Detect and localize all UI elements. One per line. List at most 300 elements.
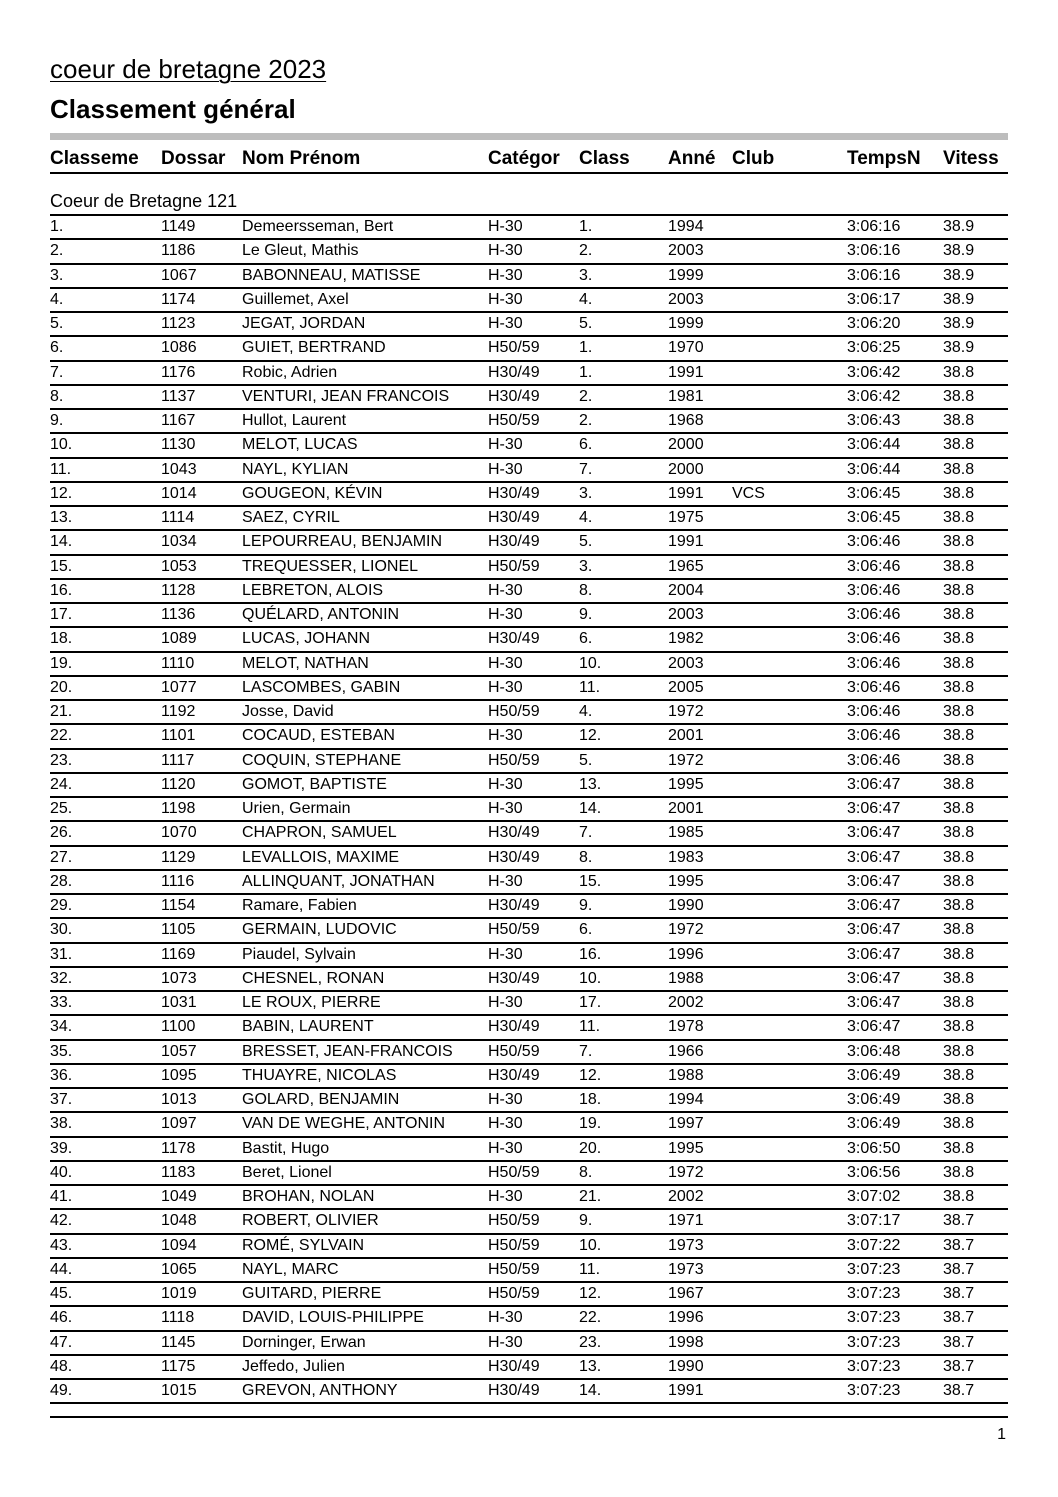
cell-class: 14. (579, 1382, 602, 1399)
cell-annee: 2003 (668, 606, 704, 623)
cell-dossard: 1149 (161, 218, 196, 235)
cell-temps: 3:06:42 (847, 387, 901, 405)
cell-categorie: H30/49 (488, 630, 540, 648)
cell-vitesse: 38.8 (943, 1042, 975, 1060)
cell-categorie: H30/49 (488, 848, 540, 866)
cell-classement: 11. (50, 460, 72, 478)
cell-categorie: H-30 (488, 1188, 523, 1205)
cell-categorie: H-30 (488, 436, 523, 454)
cell-categorie: H50/59 (488, 1285, 540, 1302)
table-row (50, 313, 1008, 337)
cell-class: 22. (579, 1309, 602, 1327)
cell-dossard: 1136 (161, 606, 196, 623)
cell-temps: 3:06:48 (847, 1042, 901, 1060)
cell-classement: 33. (50, 994, 73, 1011)
cell-class: 7. (579, 824, 593, 842)
cell-nom-prenom: DAVID, LOUIS-PHILIPPE (242, 1309, 424, 1327)
cell-nom-prenom: NAYL, KYLIAN (242, 460, 349, 478)
cell-vitesse: 38.8 (943, 945, 975, 963)
cell-class: 2. (579, 387, 593, 405)
table-row (50, 1332, 1008, 1356)
cell-annee: 2002 (668, 1188, 704, 1205)
cell-class: 21. (579, 1188, 602, 1205)
cell-annee: 2001 (668, 727, 704, 745)
table-row (50, 216, 1008, 240)
cell-vitesse: 38.8 (943, 557, 975, 575)
table-row (50, 774, 1008, 798)
cell-classement: 2. (50, 242, 64, 260)
cell-vitesse: 38.9 (943, 315, 975, 332)
cell-dossard: 1178 (161, 1139, 196, 1157)
cell-vitesse: 38.8 (943, 1066, 975, 1084)
cell-annee: 1970 (668, 339, 704, 357)
table-row (50, 992, 1008, 1016)
cell-categorie: H-30 (488, 727, 523, 745)
cell-categorie: H-30 (488, 606, 523, 623)
cell-nom-prenom: MELOT, LUCAS (242, 436, 358, 454)
cell-dossard: 1014 (161, 484, 197, 502)
cell-class: 12. (579, 727, 602, 745)
cell-class: 10. (579, 969, 602, 987)
cell-classement: 37. (50, 1091, 73, 1108)
table-row (50, 386, 1008, 410)
cell-temps: 3:06:42 (847, 363, 901, 381)
cell-temps: 3:06:45 (847, 509, 901, 526)
cell-vitesse: 38.8 (943, 1163, 975, 1181)
table-row (50, 822, 1008, 846)
cell-dossard: 1120 (161, 775, 196, 793)
cell-classement: 44. (50, 1260, 73, 1278)
cell-annee: 1990 (668, 897, 704, 914)
cell-nom-prenom: BRESSET, JEAN-FRANCOIS (242, 1042, 453, 1060)
cell-nom-prenom: Urien, Germain (242, 800, 351, 817)
header-categorie: Catégor (488, 148, 560, 169)
table-row (50, 677, 1008, 701)
cell-vitesse: 38.8 (943, 1091, 975, 1108)
cell-annee: 1972 (668, 921, 704, 939)
cell-categorie: H30/49 (488, 387, 540, 405)
cell-categorie: H30/49 (488, 363, 540, 381)
table-row (50, 580, 1008, 604)
table-row (50, 1259, 1008, 1283)
cell-categorie: H-30 (488, 460, 523, 478)
cell-dossard: 1105 (161, 921, 196, 939)
cell-classement: 12. (50, 484, 73, 502)
cell-dossard: 1073 (161, 969, 197, 987)
cell-dossard: 1070 (161, 824, 197, 842)
table-row (50, 483, 1008, 507)
cell-temps: 3:06:16 (847, 242, 901, 260)
cell-vitesse: 38.8 (943, 581, 975, 599)
table-end-rule (50, 1416, 1008, 1418)
table-row (50, 1283, 1008, 1307)
cell-categorie: H50/59 (488, 1212, 540, 1230)
cell-annee: 1966 (668, 1042, 704, 1060)
cell-classement: 43. (50, 1236, 73, 1254)
cell-dossard: 1048 (161, 1212, 197, 1230)
cell-categorie: H-30 (488, 242, 523, 260)
cell-temps: 3:07:17 (847, 1212, 901, 1230)
cell-temps: 3:06:49 (847, 1091, 901, 1108)
cell-dossard: 1015 (161, 1382, 197, 1399)
cell-classement: 45. (50, 1285, 73, 1302)
cell-annee: 1968 (668, 412, 704, 429)
cell-temps: 3:06:46 (847, 581, 901, 599)
cell-vitesse: 38.7 (943, 1357, 975, 1375)
cell-annee: 1971 (668, 1212, 704, 1230)
cell-temps: 3:06:46 (847, 654, 901, 672)
table-row (50, 1162, 1008, 1186)
group-label: Coeur de Bretagne 121 (50, 188, 1008, 216)
cell-vitesse: 38.8 (943, 969, 975, 987)
cell-temps: 3:06:46 (847, 606, 901, 623)
cell-categorie: H-30 (488, 994, 523, 1011)
cell-class: 19. (579, 1115, 602, 1133)
cell-annee: 1996 (668, 1309, 704, 1327)
cell-classement: 19. (50, 654, 73, 672)
cell-categorie: H50/59 (488, 703, 540, 720)
table-row (50, 1235, 1008, 1259)
cell-temps: 3:07:23 (847, 1309, 901, 1327)
cell-vitesse: 38.8 (943, 606, 975, 623)
cell-class: 5. (579, 315, 593, 332)
cell-temps: 3:06:46 (847, 533, 901, 551)
cell-classement: 4. (50, 290, 64, 308)
cell-annee: 1996 (668, 945, 704, 963)
cell-temps: 3:07:23 (847, 1382, 901, 1399)
cell-nom-prenom: LE ROUX, PIERRE (242, 994, 381, 1011)
cell-vitesse: 38.7 (943, 1236, 975, 1254)
cell-categorie: H-30 (488, 581, 523, 599)
cell-annee: 1991 (668, 1382, 704, 1399)
cell-dossard: 1117 (161, 751, 195, 769)
cell-annee: 1998 (668, 1333, 704, 1351)
table-row (50, 1089, 1008, 1113)
cell-categorie: H-30 (488, 678, 523, 696)
cell-classement: 47. (50, 1333, 73, 1351)
cell-temps: 3:07:02 (847, 1188, 901, 1205)
cell-class: 1. (579, 218, 593, 235)
cell-class: 3. (579, 266, 593, 284)
cell-temps: 3:06:47 (847, 945, 901, 963)
cell-vitesse: 38.9 (943, 290, 975, 308)
cell-classement: 39. (50, 1139, 73, 1157)
cell-classement: 46. (50, 1309, 73, 1327)
cell-annee: 1991 (668, 533, 704, 551)
cell-dossard: 1118 (161, 1309, 195, 1327)
cell-categorie: H-30 (488, 872, 523, 890)
cell-classement: 13. (50, 509, 73, 526)
cell-dossard: 1031 (161, 994, 197, 1011)
cell-temps: 3:06:49 (847, 1115, 901, 1133)
cell-dossard: 1057 (161, 1042, 197, 1060)
table-row (50, 265, 1008, 289)
cell-categorie: H30/49 (488, 969, 540, 987)
cell-annee: 2002 (668, 994, 704, 1011)
cell-nom-prenom: LEVALLOIS, MAXIME (242, 848, 400, 866)
cell-dossard: 1192 (161, 703, 196, 720)
cell-nom-prenom: MELOT, NATHAN (242, 654, 369, 672)
cell-annee: 1995 (668, 872, 704, 890)
cell-dossard: 1077 (161, 678, 197, 696)
cell-annee: 2003 (668, 654, 704, 672)
cell-nom-prenom: BABONNEAU, MATISSE (242, 266, 421, 284)
cell-class: 7. (579, 1042, 593, 1060)
table-row (50, 1380, 1008, 1404)
cell-class: 10. (579, 654, 602, 672)
cell-temps: 3:06:46 (847, 557, 901, 575)
cell-vitesse: 38.8 (943, 460, 975, 478)
cell-classement: 23. (50, 751, 73, 769)
cell-classement: 10. (50, 436, 73, 454)
cell-vitesse: 38.8 (943, 484, 975, 502)
cell-class: 8. (579, 848, 593, 866)
cell-dossard: 1053 (161, 557, 197, 575)
cell-annee: 1972 (668, 1163, 704, 1181)
cell-vitesse: 38.8 (943, 1139, 975, 1157)
cell-nom-prenom: Hullot, Laurent (242, 412, 347, 429)
cell-nom-prenom: COQUIN, STEPHANE (242, 751, 402, 769)
cell-classement: 8. (50, 387, 64, 405)
table-row (50, 289, 1008, 313)
cell-classement: 15. (50, 557, 73, 575)
cell-annee: 2005 (668, 678, 704, 696)
cell-temps: 3:06:46 (847, 678, 901, 696)
cell-temps: 3:06:49 (847, 1066, 901, 1084)
cell-nom-prenom: QUÉLARD, ANTONIN (242, 606, 400, 623)
table-row (50, 750, 1008, 774)
cell-vitesse: 38.8 (943, 775, 975, 793)
cell-nom-prenom: CHESNEL, RONAN (242, 969, 385, 987)
cell-class: 11. (579, 1260, 601, 1278)
cell-dossard: 1128 (161, 581, 196, 599)
cell-vitesse: 38.8 (943, 533, 975, 551)
cell-categorie: H30/49 (488, 509, 540, 526)
table-header (50, 146, 1008, 174)
cell-classement: 38. (50, 1115, 73, 1133)
cell-nom-prenom: LUCAS, JOHANN (242, 630, 371, 648)
cell-nom-prenom: LEBRETON, ALOIS (242, 581, 384, 599)
cell-categorie: H50/59 (488, 412, 540, 429)
cell-categorie: H30/49 (488, 1066, 540, 1084)
cell-class: 9. (579, 606, 593, 623)
cell-class: 10. (579, 1236, 602, 1254)
cell-categorie: H50/59 (488, 1236, 540, 1254)
cell-classement: 14. (50, 533, 73, 551)
cell-vitesse: 38.8 (943, 751, 975, 769)
cell-classement: 41. (50, 1188, 73, 1205)
cell-class: 6. (579, 436, 593, 454)
cell-classement: 9. (50, 412, 64, 429)
cell-dossard: 1198 (161, 800, 196, 817)
table-row (50, 919, 1008, 943)
cell-class: 5. (579, 751, 593, 769)
cell-temps: 3:06:45 (847, 484, 901, 502)
table-row (50, 895, 1008, 919)
cell-nom-prenom: BABIN, LAURENT (242, 1018, 374, 1036)
cell-dossard: 1013 (161, 1091, 197, 1108)
cell-dossard: 1174 (161, 290, 196, 308)
cell-temps: 3:06:47 (847, 824, 901, 842)
cell-vitesse: 38.8 (943, 363, 975, 381)
cell-class: 1. (579, 363, 593, 381)
cell-class: 11. (579, 1018, 601, 1036)
cell-nom-prenom: BROHAN, NOLAN (242, 1188, 375, 1205)
cell-classement: 49. (50, 1382, 73, 1399)
cell-vitesse: 38.8 (943, 848, 975, 866)
cell-temps: 3:06:46 (847, 751, 901, 769)
cell-vitesse: 38.8 (943, 412, 975, 429)
cell-categorie: H50/59 (488, 339, 540, 357)
cell-vitesse: 38.7 (943, 1285, 975, 1302)
cell-dossard: 1114 (161, 509, 195, 526)
header-classement: Classeme (50, 148, 139, 169)
cell-class: 13. (579, 775, 602, 793)
cell-categorie: H30/49 (488, 824, 540, 842)
cell-dossard: 1154 (161, 897, 196, 914)
header-dossard: Dossar (161, 148, 226, 169)
cell-dossard: 1145 (161, 1333, 196, 1351)
cell-class: 2. (579, 242, 593, 260)
cell-nom-prenom: ROMÉ, SYLVAIN (242, 1236, 365, 1254)
cell-vitesse: 38.8 (943, 1018, 975, 1036)
cell-temps: 3:06:25 (847, 339, 901, 357)
table-row (50, 798, 1008, 822)
cell-annee: 1972 (668, 751, 704, 769)
cell-temps: 3:07:23 (847, 1285, 901, 1302)
cell-annee: 1973 (668, 1236, 704, 1254)
cell-annee: 2001 (668, 800, 704, 817)
page-number: 1 (997, 1426, 1006, 1443)
cell-temps: 3:06:47 (847, 1018, 901, 1036)
cell-annee: 2000 (668, 436, 704, 454)
cell-vitesse: 38.8 (943, 630, 975, 648)
table-row (50, 507, 1008, 531)
cell-temps: 3:06:47 (847, 848, 901, 866)
table-row (50, 725, 1008, 749)
table-row (50, 628, 1008, 652)
cell-classement: 42. (50, 1212, 73, 1230)
cell-nom-prenom: CHAPRON, SAMUEL (242, 824, 397, 842)
cell-vitesse: 38.8 (943, 994, 975, 1011)
cell-categorie: H-30 (488, 1091, 523, 1108)
cell-categorie: H-30 (488, 1309, 523, 1327)
cell-vitesse: 38.8 (943, 727, 975, 745)
table-row (50, 1016, 1008, 1040)
cell-dossard: 1101 (161, 727, 196, 745)
cell-annee: 1973 (668, 1260, 704, 1278)
cell-dossard: 1034 (161, 533, 197, 551)
cell-annee: 2003 (668, 290, 704, 308)
header-divider (50, 133, 1008, 140)
cell-class: 12. (579, 1285, 602, 1302)
cell-vitesse: 38.7 (943, 1309, 975, 1327)
cell-vitesse: 38.8 (943, 921, 975, 939)
header-nom-prenom: Nom Prénom (242, 148, 361, 169)
cell-dossard: 1110 (161, 654, 195, 672)
cell-nom-prenom: VAN DE WEGHE, ANTONIN (242, 1115, 445, 1133)
cell-nom-prenom: Beret, Lionel (242, 1163, 332, 1181)
cell-classement: 40. (50, 1163, 73, 1181)
cell-class: 9. (579, 1212, 593, 1230)
cell-classement: 25. (50, 800, 73, 817)
cell-vitesse: 38.8 (943, 509, 975, 526)
cell-annee: 1999 (668, 266, 704, 284)
cell-dossard: 1137 (161, 387, 196, 405)
cell-dossard: 1183 (161, 1163, 196, 1181)
cell-vitesse: 38.8 (943, 1115, 975, 1133)
cell-dossard: 1086 (161, 339, 197, 357)
table-row (50, 944, 1008, 968)
cell-class: 23. (579, 1333, 602, 1351)
cell-annee: 1995 (668, 775, 704, 793)
cell-annee: 1965 (668, 557, 704, 575)
cell-annee: 1994 (668, 1091, 704, 1108)
cell-dossard: 1043 (161, 460, 197, 478)
cell-class: 7. (579, 460, 593, 478)
cell-class: 8. (579, 1163, 593, 1181)
cell-club: VCS (732, 484, 765, 502)
cell-annee: 2003 (668, 242, 704, 260)
cell-annee: 2000 (668, 460, 704, 478)
cell-categorie: H-30 (488, 1333, 523, 1351)
cell-dossard: 1097 (161, 1115, 197, 1133)
cell-dossard: 1116 (161, 872, 195, 890)
cell-temps: 3:06:20 (847, 315, 901, 332)
cell-temps: 3:07:23 (847, 1333, 901, 1351)
cell-classement: 1. (50, 218, 64, 235)
cell-class: 3. (579, 484, 593, 502)
table-row (50, 362, 1008, 386)
cell-nom-prenom: Robic, Adrien (242, 363, 338, 381)
cell-dossard: 1123 (161, 315, 196, 332)
cell-dossard: 1130 (161, 436, 196, 454)
cell-categorie: H50/59 (488, 557, 540, 575)
cell-temps: 3:06:46 (847, 727, 901, 745)
cell-categorie: H50/59 (488, 921, 540, 939)
cell-classement: 24. (50, 775, 73, 793)
cell-annee: 1972 (668, 703, 704, 720)
cell-classement: 27. (50, 848, 73, 866)
cell-dossard: 1065 (161, 1260, 197, 1278)
cell-temps: 3:06:17 (847, 290, 901, 308)
cell-dossard: 1167 (161, 412, 196, 429)
cell-class: 20. (579, 1139, 602, 1157)
cell-nom-prenom: Guillemet, Axel (242, 290, 349, 308)
cell-annee: 1985 (668, 824, 704, 842)
table-row (50, 556, 1008, 580)
table-row (50, 1113, 1008, 1137)
cell-annee: 1975 (668, 509, 704, 526)
cell-classement: 3. (50, 266, 64, 284)
document-title: coeur de bretagne 2023 (50, 54, 327, 84)
cell-nom-prenom: Jeffedo, Julien (242, 1357, 345, 1375)
cell-nom-prenom: GUIET, BERTRAND (242, 339, 386, 357)
table-row (50, 701, 1008, 725)
cell-annee: 1988 (668, 969, 704, 987)
header-club: Club (732, 148, 775, 169)
table-row (50, 434, 1008, 458)
cell-categorie: H30/49 (488, 533, 540, 551)
results-table-body (50, 216, 1008, 1404)
table-row (50, 1307, 1008, 1331)
cell-annee: 1983 (668, 848, 704, 866)
cell-nom-prenom: SAEZ, CYRIL (242, 509, 340, 526)
cell-class: 13. (579, 1357, 602, 1375)
header-temps: TempsN (847, 148, 921, 169)
cell-nom-prenom: Josse, David (242, 703, 334, 720)
cell-categorie: H-30 (488, 218, 523, 235)
